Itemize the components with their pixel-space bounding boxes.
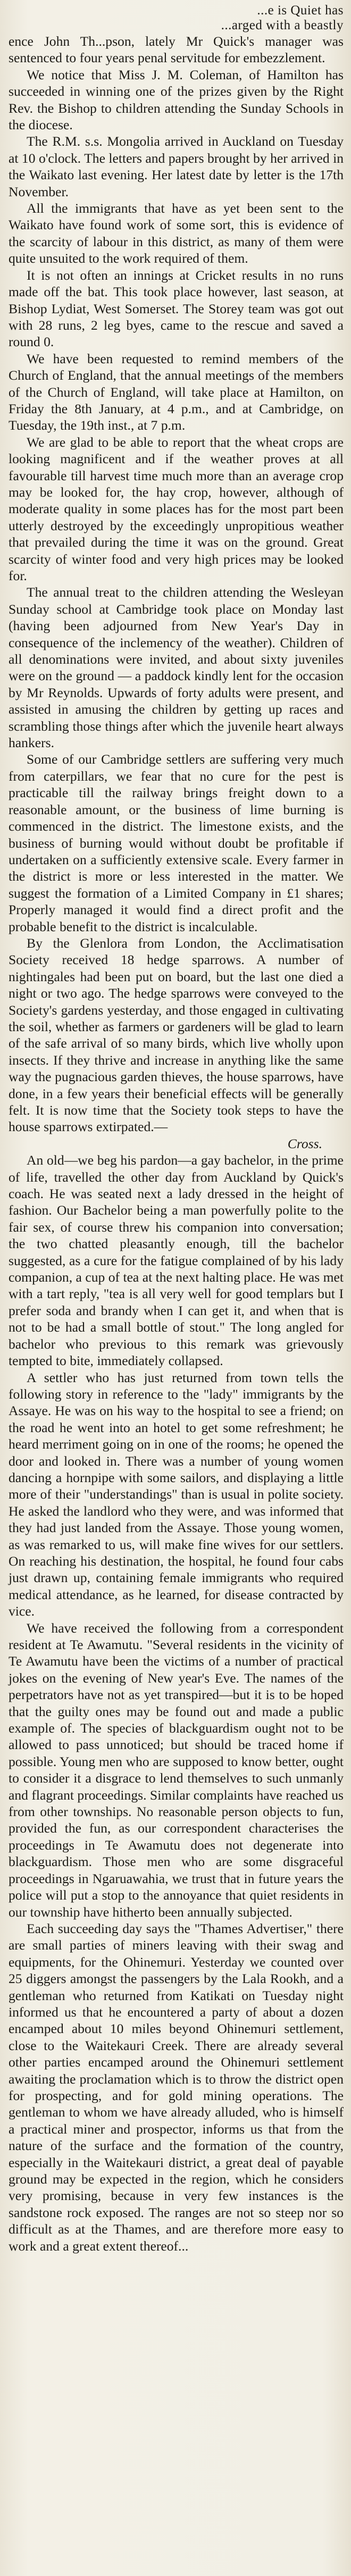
header-fragment bbox=[9, 3, 344, 33]
paragraph-cricket-innings: It is not often an innings at Cricket results in no runs made off the bat. This took place however, last season, at Bishop Lydiat, West Somerset. The Storey team was got out with 28 runs, 2 leg byes, came to the rescue and saved a round 0. bbox=[9, 267, 344, 350]
news-column bbox=[9, 33, 344, 2254]
paragraph-immigrants-work: All the immigrants that have as yet been sent to the Waikato have found work of some sort, this is evidence of the scarcity of labour in this district, as many of them were quite unsuited to the work required of them. bbox=[9, 200, 344, 266]
header-fragment-line-1: ...e is Quiet has bbox=[257, 3, 344, 18]
paragraph-hedge-sparrows: By the Glenlora from London, the Acclimatisation Society received 18 hedge sparrows. A number of nightingales had been put on board, but the last one died a night or two ago. The hedge sparrows were conveyed to the Society's gardens yesterday, and those engaged in cultivating the soil, whether as farmers or gardeners will be glad to learn of the safe arrival of so many birds, which live wholly upon insects. If they thrive and increase in anything like the same way the pugnacious garden thieves, the house sparrows, have done, in a few years their beneficial effects will be generally felt. It is now time that the Society took steps to have the house sparrows extirpated.— bbox=[9, 935, 344, 1135]
paragraph-lady-immigrants: A settler who has just returned from town tells the following story in reference to the "lady" immigrants by the Assaye. He was on his way to the hospital to see a friend; on the road he went into an hotel to get some refreshment; he heard merriment going on in one of the rooms; he opened the door and looked in. There was a number of young women dancing a hornpipe with some sailors, and displaying a little more of their "understandings" than is usual in polite society. He asked the landlord who they were, and was informed that they had just landed from the Assaye. Those young women, as was remarked to us, will make fine wives for our settlers. On reaching his destination, the hospital, he found four cabs just drawn up, containing female immigrants who required medical attendance, as he learned, for disease contracted by vice. bbox=[9, 1369, 344, 1619]
paragraph-bachelor-coach: An old—we beg his pardon—a gay bachelor, in the prime of life, travelled the other day from Auckland by Quick's coach. He was seated next a lady dressed in the height of fashion. Our Bachelor being a man powerfully polite to the fair sex, of course threw his companion into conversation; the two chatted pleasantly enough, till the bachelor suggested, as a cure for the fatigue complained of by his lady companion, a cup of tea at the next halting place. He was met with a tart reply, "tea is all very well for good templars but I prefer soda and brandy when I can get it, and when that is not to be had a small bottle of stout." The long angled for bachelor who previous to this remark was grievously tempted to bite, immediately collapsed. bbox=[9, 1152, 344, 1369]
paragraph-thames-miners: Each succeeding day says the "Thames Advertiser," there are small parties of miners leaving with their swag and equipments, for the Ohinemuri. Yesterday we counted over 25 diggers amongst the passengers by the Lala Rookh, and a gentleman who returned from Katikati on Tuesday night informed us that he encountered a party of about a dozen encamped about 10 miles beyond Ohinemuri settlement, close to the Waitekauri Creek. There are already several other parties encamped around the Ohinemuri settlement awaiting the proclamation which is to throw the district open for prospecting, and for gold mining operations. The gentleman to whom we have already alluded, who is himself a practical miner and prospector, informs us that from the nature of the surface and the formation of the country, especially in the Waitekauri district, a great deal of payable ground may be expected in the region, which he considers very promising, because in very few instances is the sandstone rock exposed. The ranges are not so steep nor so difficult as at the Thames, and are therefore more easy to work and a great extent thereof... bbox=[9, 1920, 344, 2254]
paragraph-mongolia-arrival: The R.M. s.s. Mongolia arrived in Auckland on Tuesday at 10 o'clock. The letters and papers brought by her arrived in the Waikato last evening. Her latest date by letter is the 17th November. bbox=[9, 133, 344, 199]
paragraph-sunday-school-prize: We notice that Miss J. M. Coleman, of Hamilton has succeeded in winning one of the prizes given by the Right Rev. the Bishop to children attending the Sunday Schools in the diocese. bbox=[9, 66, 344, 133]
paragraph-te-awamutu-jokes: We have received the following from a correspondent resident at Te Awamutu. "Several residents in the vicinity of Te Awamutu have been the victims of a number of practical jokes on the evening of New year's Eve. The names of the perpetrators have not as yet transpired—but it is to be hoped that the guilty ones may be found out and made a public example of. The species of blackguardism ought not to be allowed to pass unnoticed; but should be traced home if possible. Young men who are supposed to know better, ought to consider it a disgrace to lend themselves to such unmanly and flagrant proceedings. Similar complaints have reached us from other townships. No reasonable person objects to fun, provided the fun, as our correspondent characterises the proceedings in Te Awamutu does not degenerate into blackguardism. Those men who are some disgraceful proceedings in Ngaruawahia, we trust that in future years the police will put a stop to the annoyance that quiet residents in our township have hitherto been annually subjected. bbox=[9, 1620, 344, 1920]
paragraph-church-meetings: We have been requested to remind members of the Church of England, that the annual meetings of the members of the Church of England, will take place at Hamilton, on Friday the 8th January, at 4 p.m., and at Cambridge, on Tuesday, the 19th inst., at 7 p.m. bbox=[9, 350, 344, 433]
header-fragment-line-2: ...arged with a beastly bbox=[221, 18, 344, 32]
paragraph-wesleyan-treat: The annual treat to the children attending the Wesleyan Sunday school at Cambridge took place on Monday last (having been adjourned from New Year's Day in consequence of the inclemency of the weather). Children of all denominations were invited, and about sixty juveniles were on the ground — a paddock kindly lent for the occasion by Mr Reynolds. Upwards of forty adults were present, and assisted in amusing the children by getting up races and scrambling those things after which the juvenile heart always hankers. bbox=[9, 584, 344, 751]
paragraph-caterpillars-lime: Some of our Cambridge settlers are suffering very much from caterpillars, we fear that no cure for the pest is practicable till the railway brings freight down to a reasonable amount, or the business of lime burning is commenced in the district. The limestone exists, and the business of burning would without doubt be profitable if undertaken on a sufficiently extensive scale. Every farmer in the district is more or less interested in the matter. We suggest the formation of a Limited Company in £1 shares; Properly managed it would find a direct profit and the probable benefit to the district is incalculable. bbox=[9, 751, 344, 934]
paragraph-wheat-crops: We are glad to be able to report that the wheat crops are looking magnificent and if the weather proves at all favourable till harvest time much more than an average crop may be looked for, the hay crop, however, although of moderate quality in some places has for the most part been utterly destroyed by the exceedingly unpropitious weather that prevailed during the time it was on the ground. Great scarcity of winter food and very high prices may be looked for. bbox=[9, 434, 344, 583]
paragraph-sentence-embezzlement: ence John Th...pson, lately Mr Quick's manager was sentenced to four years penal servitude for embezzlement. bbox=[9, 34, 344, 66]
byline-cross: Cross. bbox=[287, 1135, 322, 1151]
